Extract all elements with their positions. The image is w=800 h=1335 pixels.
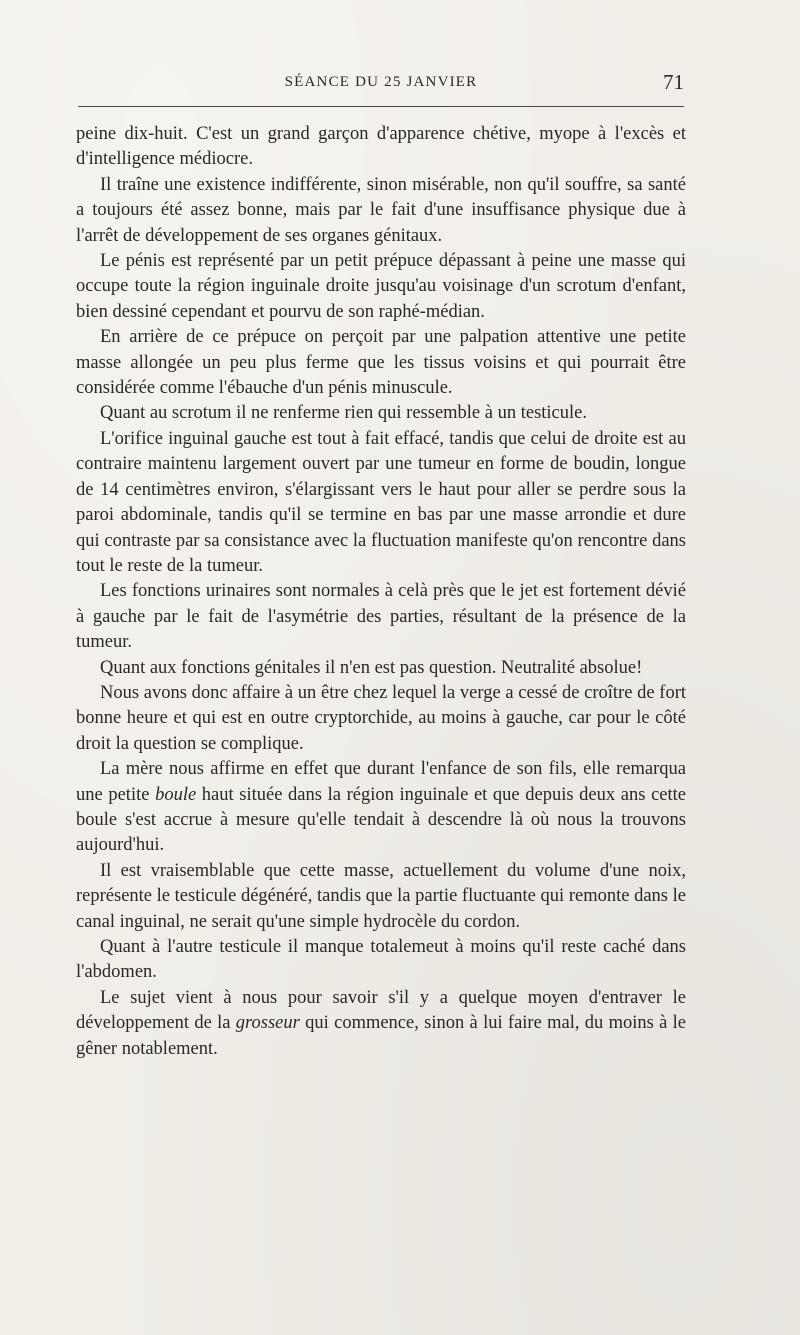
paragraph-text-after: haut située dans la région inguinale et que depuis deux ans cette boule s'est accrue à mesure qu'elle tendait à descendre là où nous la trouvons aujourd'hui. (76, 784, 686, 856)
paragraph: Nous avons donc affaire à un être chez lequel la verge a cessé de croître de fort bonne heure et qui est en outre cryptorchide, au moins à gauche, car pour le côté droit la question se complique. (76, 682, 686, 754)
paragraph: Quant à l'autre testicule il manque totalemeut à moins qu'il reste caché dans l'abdomen. (76, 937, 686, 983)
paragraph: Quant au scrotum il ne renferme rien qui ressemble à un testicule. (100, 403, 587, 424)
italic-word: boule (155, 784, 197, 805)
paragraph (76, 986, 686, 1062)
header-title: SÉANCE DU 25 JANVIER (284, 74, 478, 90)
paragraph: En arrière de ce prépuce on perçoit par une palpation attentive une petite masse allongée un peu plus ferme que les tissus voisins et qui pourrait être considérée comme l'ébauche d'un pénis minuscule. (76, 327, 686, 399)
paragraph: peine dix-huit. C'est un grand garçon d'apparence chétive, myope à l'excès et d'intelligence médiocre. (76, 124, 686, 170)
paragraph-text-before: Le sujet vient à nous pour savoir s'il y a quelque moyen d'entraver le développement de la (76, 987, 686, 1034)
paragraph (76, 757, 686, 859)
paragraph: Il traîne une existence indifférente, sinon misérable, non qu'il souffre, sa santé a toujours été assez bonne, mais par le fait d'une insuffisance physique due à l'arrêt de développement de ses organes génitaux. (76, 174, 686, 246)
paragraph: Le pénis est représenté par un petit prépuce dépassant à peine une masse qui occupe toute la région inguinale droite jusqu'au voisinage d'un scrotum d'enfant, bien dessiné cependant et pourvu de son raphé-médian. (76, 251, 686, 322)
paragraph-text-before: La mère nous affirme en effet que durant l'enfance de son fils, elle remarqua une petite (76, 759, 686, 805)
paragraph: Quant aux fonctions génitales il n'en est pas question. Neutralité absolue! (100, 657, 643, 678)
body-text (76, 122, 686, 1062)
paragraph-text-after: qui commence, sinon à lui faire mal, du moins à le gêner notablement. (76, 1013, 687, 1059)
italic-word: grosseur (235, 1013, 300, 1034)
paragraph: Il est vraisemblable que cette masse, actuellement du volume d'une noix, représente le testicule dégénéré, tandis que la partie fluctuante qui remonte dans le canal inguinal, ne serait qu'une simple hydrocèle du cordon. (76, 860, 686, 932)
paragraph: Les fonctions urinaires sont normales à celà près que le jet est fortement dévié à gauche par le fait de l'asymétrie des parties, résultant de la présence de la tumeur. (76, 581, 686, 653)
running-header (78, 66, 684, 102)
header-rule (78, 106, 684, 107)
paragraph: L'orifice inguinal gauche est tout à fait effacé, tandis que celui de droite est au contraire maintenu largement ouvert par une tumeur en forme de boudin, longue de 14 centimètres environ, s'élargissant vers le haut pour aller se perdre sous la paroi abdominale, tandis qu'il se termine en bas par une masse arrondie et dure qui contraste par sa consistance avec la fluctuation manifeste qu'on rencontre dans tout le reste de la tumeur. (76, 428, 686, 576)
page-number: 71 (663, 70, 684, 94)
